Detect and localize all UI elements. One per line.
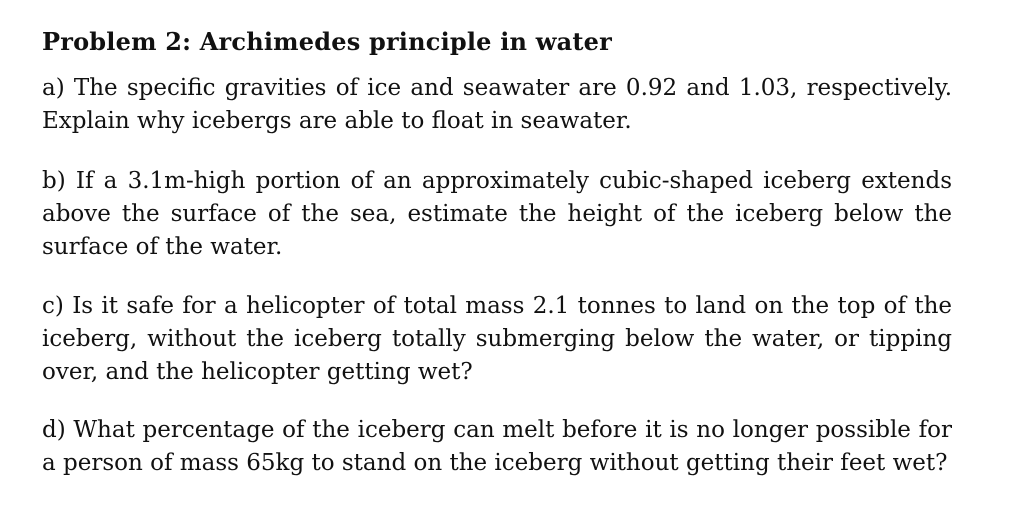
part-c-text: c) Is it safe for a helicopter of total mass 2.1 tonnes to land on the top of the iceberg, without the iceberg totally submerging below the water, or tipping over, and the helicopter getting wet? (42, 293, 952, 385)
part-d-text: d) What percentage of the iceberg can melt before it is no longer possible for a person of mass 65kg to stand on the iceberg without getting their feet wet? (42, 417, 952, 476)
part-a-text: a) The specific gravities of ice and seawater are 0.92 and 1.03, respectively. Explain why icebergs are able to float in seawater. (42, 75, 952, 134)
problem-title: Problem 2: Archimedes principle in water (42, 27, 612, 56)
problem-block (42, 26, 952, 480)
part-b-text: b) If a 3.1m-high portion of an approximately cubic-shaped iceberg extends above the surface of the sea, estimate the height of the iceberg below the surface of the water. (42, 168, 952, 260)
